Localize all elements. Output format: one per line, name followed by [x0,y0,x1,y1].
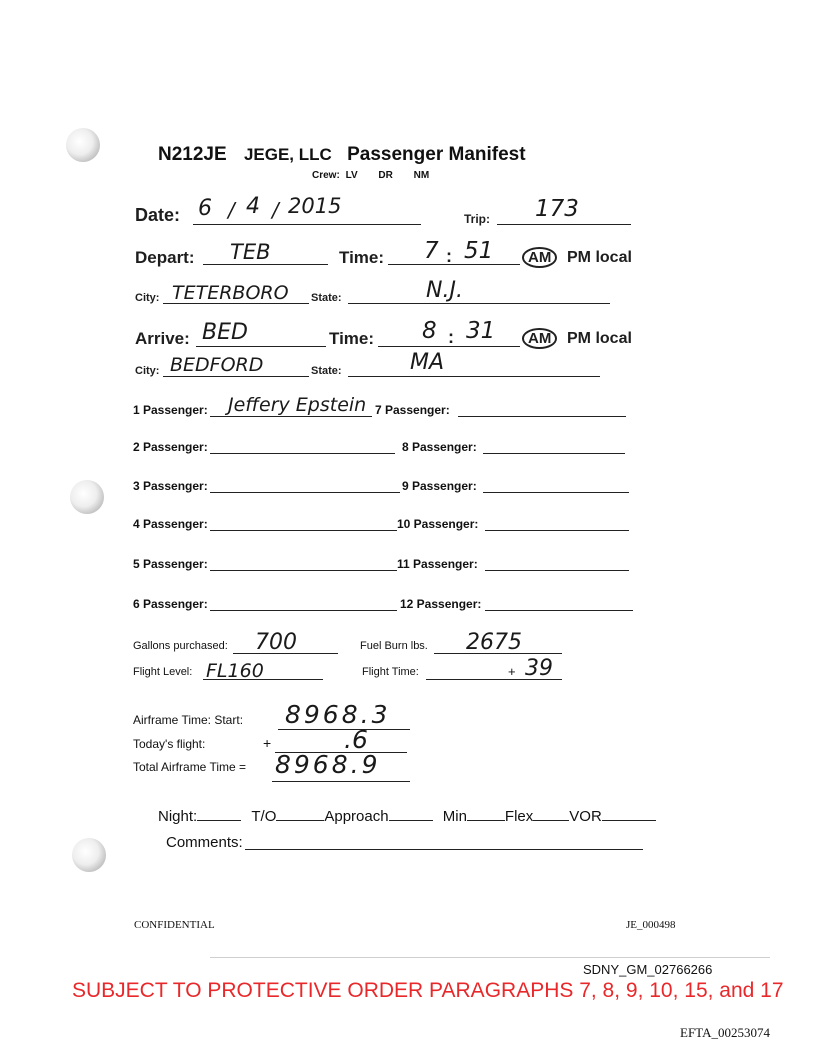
tail-number: N212JE [158,144,227,165]
arrive-state-label: State: [311,365,342,377]
gallons-label: Gallons purchased: [133,640,228,652]
arrive-pm-local: PM local [567,330,632,347]
depart-state: N.J. [426,278,463,303]
depart-line [203,264,328,265]
airframe-start-label: Airframe Time: Start: [133,713,244,727]
arrive-state: MA [410,350,445,375]
total-airframe-line [272,781,410,782]
arrive-city-label: City: [135,365,160,377]
flight-time-plus: + [508,664,516,679]
arrive-hour: 8 [422,318,437,344]
flight-level-label: Flight Level: [133,666,193,678]
passenger-line-7 [458,416,626,417]
depart-pm-local: PM local [567,249,632,266]
depart-state-label: State: [311,292,342,304]
date-label: Date: [135,205,181,225]
depart-time-line [388,264,520,265]
flight-level-value: FL160 [206,660,264,682]
bates-number: SDNY_GM_02766266 [583,962,713,977]
depart-city-label: City: [135,292,160,304]
date-month: 6 [198,196,212,221]
trip-line [497,224,631,225]
passenger-label-4: 4 Passenger: [133,517,208,531]
arrive-code: BED [202,320,248,345]
passenger-label-8: 8 Passenger: [402,440,477,454]
arrive-city: BEDFORD [170,354,264,376]
todays-flight-value: .6 [344,725,368,754]
trip-number: 173 [535,196,579,222]
passenger-label-1: 1 Passenger: [133,403,208,417]
min-blank [467,820,505,821]
flight-time-value: 39 [525,656,553,681]
depart-time-label: Time: [339,248,385,267]
crew-member: DR [378,170,393,181]
arrive-city-line [163,376,309,377]
depart-colon: : [446,246,452,266]
protective-order-notice: SUBJECT TO PROTECTIVE ORDER PARAGRAPHS 7, 8, 9, 10, 15, and 17 [72,979,784,1002]
to-blank [276,820,324,821]
scan-edge [210,957,770,958]
date-sep: / [272,198,279,222]
efta-number: EFTA_00253074 [680,1025,770,1040]
depart-minute: 51 [464,238,494,264]
min-label: Min [442,808,467,825]
arrive-line [196,346,326,347]
depart-code: TEB [230,240,271,264]
crew-line [312,170,429,181]
extras-row [158,808,656,825]
comments-label: Comments: [166,834,243,851]
arrive-state-line [348,376,600,377]
to-label: T/O [251,808,277,825]
arrive-label: Arrive: [135,329,190,348]
form-title: Passenger Manifest [347,144,526,165]
arrive-colon: : [448,327,454,347]
night-blank [197,820,241,821]
passenger-label-11: 11 Passenger: [397,557,478,571]
comments-line [245,849,643,850]
passenger-label-7: 7 Passenger: [375,403,450,417]
flex-label: Flex [504,808,534,825]
crew-member: NM [413,170,430,181]
date-line [193,224,421,225]
date-sep: / [228,198,235,222]
passenger-label-9: 9 Passenger: [402,479,477,493]
fuel-burn-label: Fuel Burn lbs. [360,640,428,652]
confidential-mark: CONFIDENTIAL [134,919,215,931]
gallons-value: 700 [255,630,297,655]
total-airframe-value: 8968.9 [275,750,381,779]
depart-city: TETERBORO [172,282,289,304]
arrive-minute: 31 [466,318,496,344]
depart-am-circled: AM [522,247,557,268]
passenger-label-5: 5 Passenger: [133,557,208,571]
passenger-line-12 [485,610,633,611]
punch-hole-top [66,128,100,162]
night-label: Night: [158,808,198,825]
passenger-line-8 [483,453,625,454]
passenger-label-3: 3 Passenger: [133,479,208,493]
todays-flight-label: Today's flight: [133,737,206,751]
page-id: JE_000498 [626,919,676,931]
date-year: 2015 [288,194,342,218]
passenger-line-11 [485,570,629,571]
punch-hole-middle [70,480,104,514]
crew-member: LV [345,170,358,181]
passenger-line-3 [210,492,400,493]
passenger-line-2 [210,453,395,454]
airframe-start-value: 8968.3 [285,700,391,729]
vor-label: VOR [569,808,602,825]
crew-label: Crew: [312,170,340,181]
approach-blank [389,820,433,821]
trip-label: Trip: [464,212,490,226]
punch-hole-bottom [72,838,106,872]
passenger-label-2: 2 Passenger: [133,440,208,454]
company-name: JEGE, LLC [243,145,332,164]
passenger-label-12: 12 Passenger: [400,597,482,611]
depart-state-line [348,303,610,304]
form-header [158,144,526,166]
approach-label: Approach [324,808,389,825]
passenger-line-10 [485,530,629,531]
depart-label: Depart: [135,248,195,267]
fuel-burn-value: 2675 [466,630,522,655]
flight-time-label: Flight Time: [362,666,419,678]
todays-flight-plus: + [263,735,272,751]
vor-blank [602,820,656,821]
date-day: 4 [246,194,260,219]
passenger-line-9 [483,492,629,493]
passenger-line-5 [210,570,397,571]
passenger-name-1: Jeffery Epstein [228,394,367,416]
passenger-label-6: 6 Passenger: [133,597,208,611]
passenger-line-1 [210,416,372,417]
arrive-time-label: Time: [329,329,375,348]
passenger-label-10: 10 Passenger: [397,517,479,531]
passenger-line-6 [210,610,397,611]
arrive-am-circled: AM [522,328,557,349]
flex-blank [533,820,569,821]
depart-hour: 7 [424,238,439,264]
total-airframe-label: Total Airframe Time = [133,760,247,774]
passenger-line-4 [210,530,397,531]
